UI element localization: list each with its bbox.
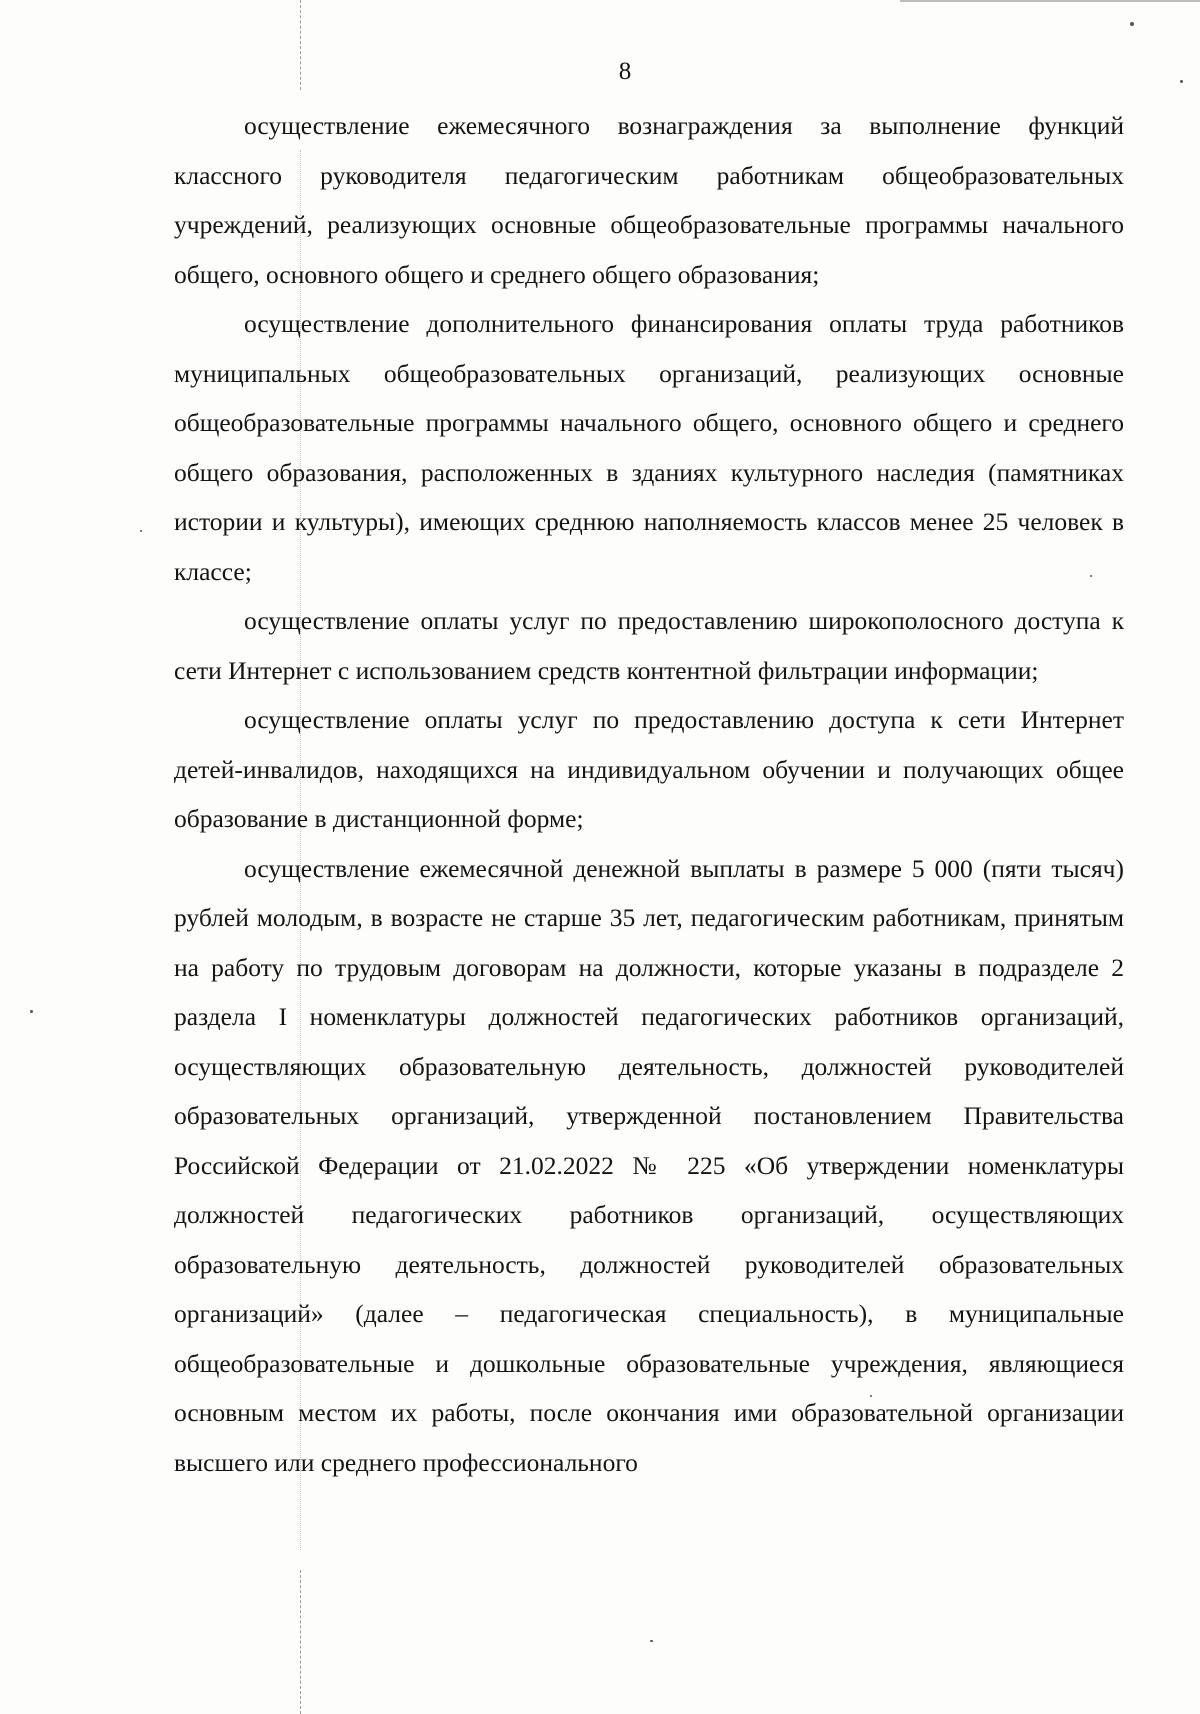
paragraph: осуществление оплаты услуг по предоставлению доступа к сети Интернет детей-инвалидов, находящихся на индивидуальном обучении и получающих общее образование в дистанционной форме; (174, 705, 1124, 833)
scan-speck (650, 1640, 653, 1642)
page-number: 8 (618, 58, 632, 85)
document-body (174, 101, 1124, 1487)
scan-speck (140, 530, 142, 532)
scan-speck (1130, 22, 1134, 26)
scan-edge-mark (900, 0, 1200, 2)
scan-fold-line (300, 1570, 301, 1714)
paragraph: осуществление оплаты услуг по предоставлению широкополосного доступа к сети Интернет с использованием средств контентной фильтрации информации; (174, 606, 1124, 685)
paragraph: осуществление ежемесячной денежной выплаты в размере 5 000 (пяти тысяч) рублей молодым, в возрасте не старше 35 лет, педагогическим работникам, принятым на работу по трудовым договорам на должности, которые указаны в подразделе 2 раздела I номенклатуры должностей педагогических работников организаций, осуществляющих образовательную деятельность, должностей руководителей образовательных организаций, утвержденной постановлением Правительства Российской Федерации от 21.02.2022 № 225 «Об утверждении номенклатуры должностей педагогических работников организаций, осуществляющих образовательную деятельность, должностей руководителей образовательных организаций» (далее – педагогическая специальность), в муниципальные общеобразовательные и дошкольные образовательные учреждения, являющиеся основным местом их работы, после окончания ими образовательной организации высшего или среднего профессионального (174, 853, 1124, 1477)
paragraph: осуществление дополнительного финансирования оплаты труда работников муниципальных общеобразовательных организаций, реализующих основные общеобразовательные программы начального общего, основного общего и среднего общего образования, расположенных в зданиях культурного наследия (памятниках истории и культуры), имеющих среднюю наполняемость классов менее 25 человек в классе; (174, 309, 1124, 586)
scan-speck (30, 1010, 33, 1013)
paragraph: осуществление ежемесячного вознаграждения за выполнение функций классного руководителя педагогическим работникам общеобразовательных учреждений, реализующих основные общеобразовательные программы начального общего, основного общего и среднего общего образования; (174, 111, 1124, 289)
